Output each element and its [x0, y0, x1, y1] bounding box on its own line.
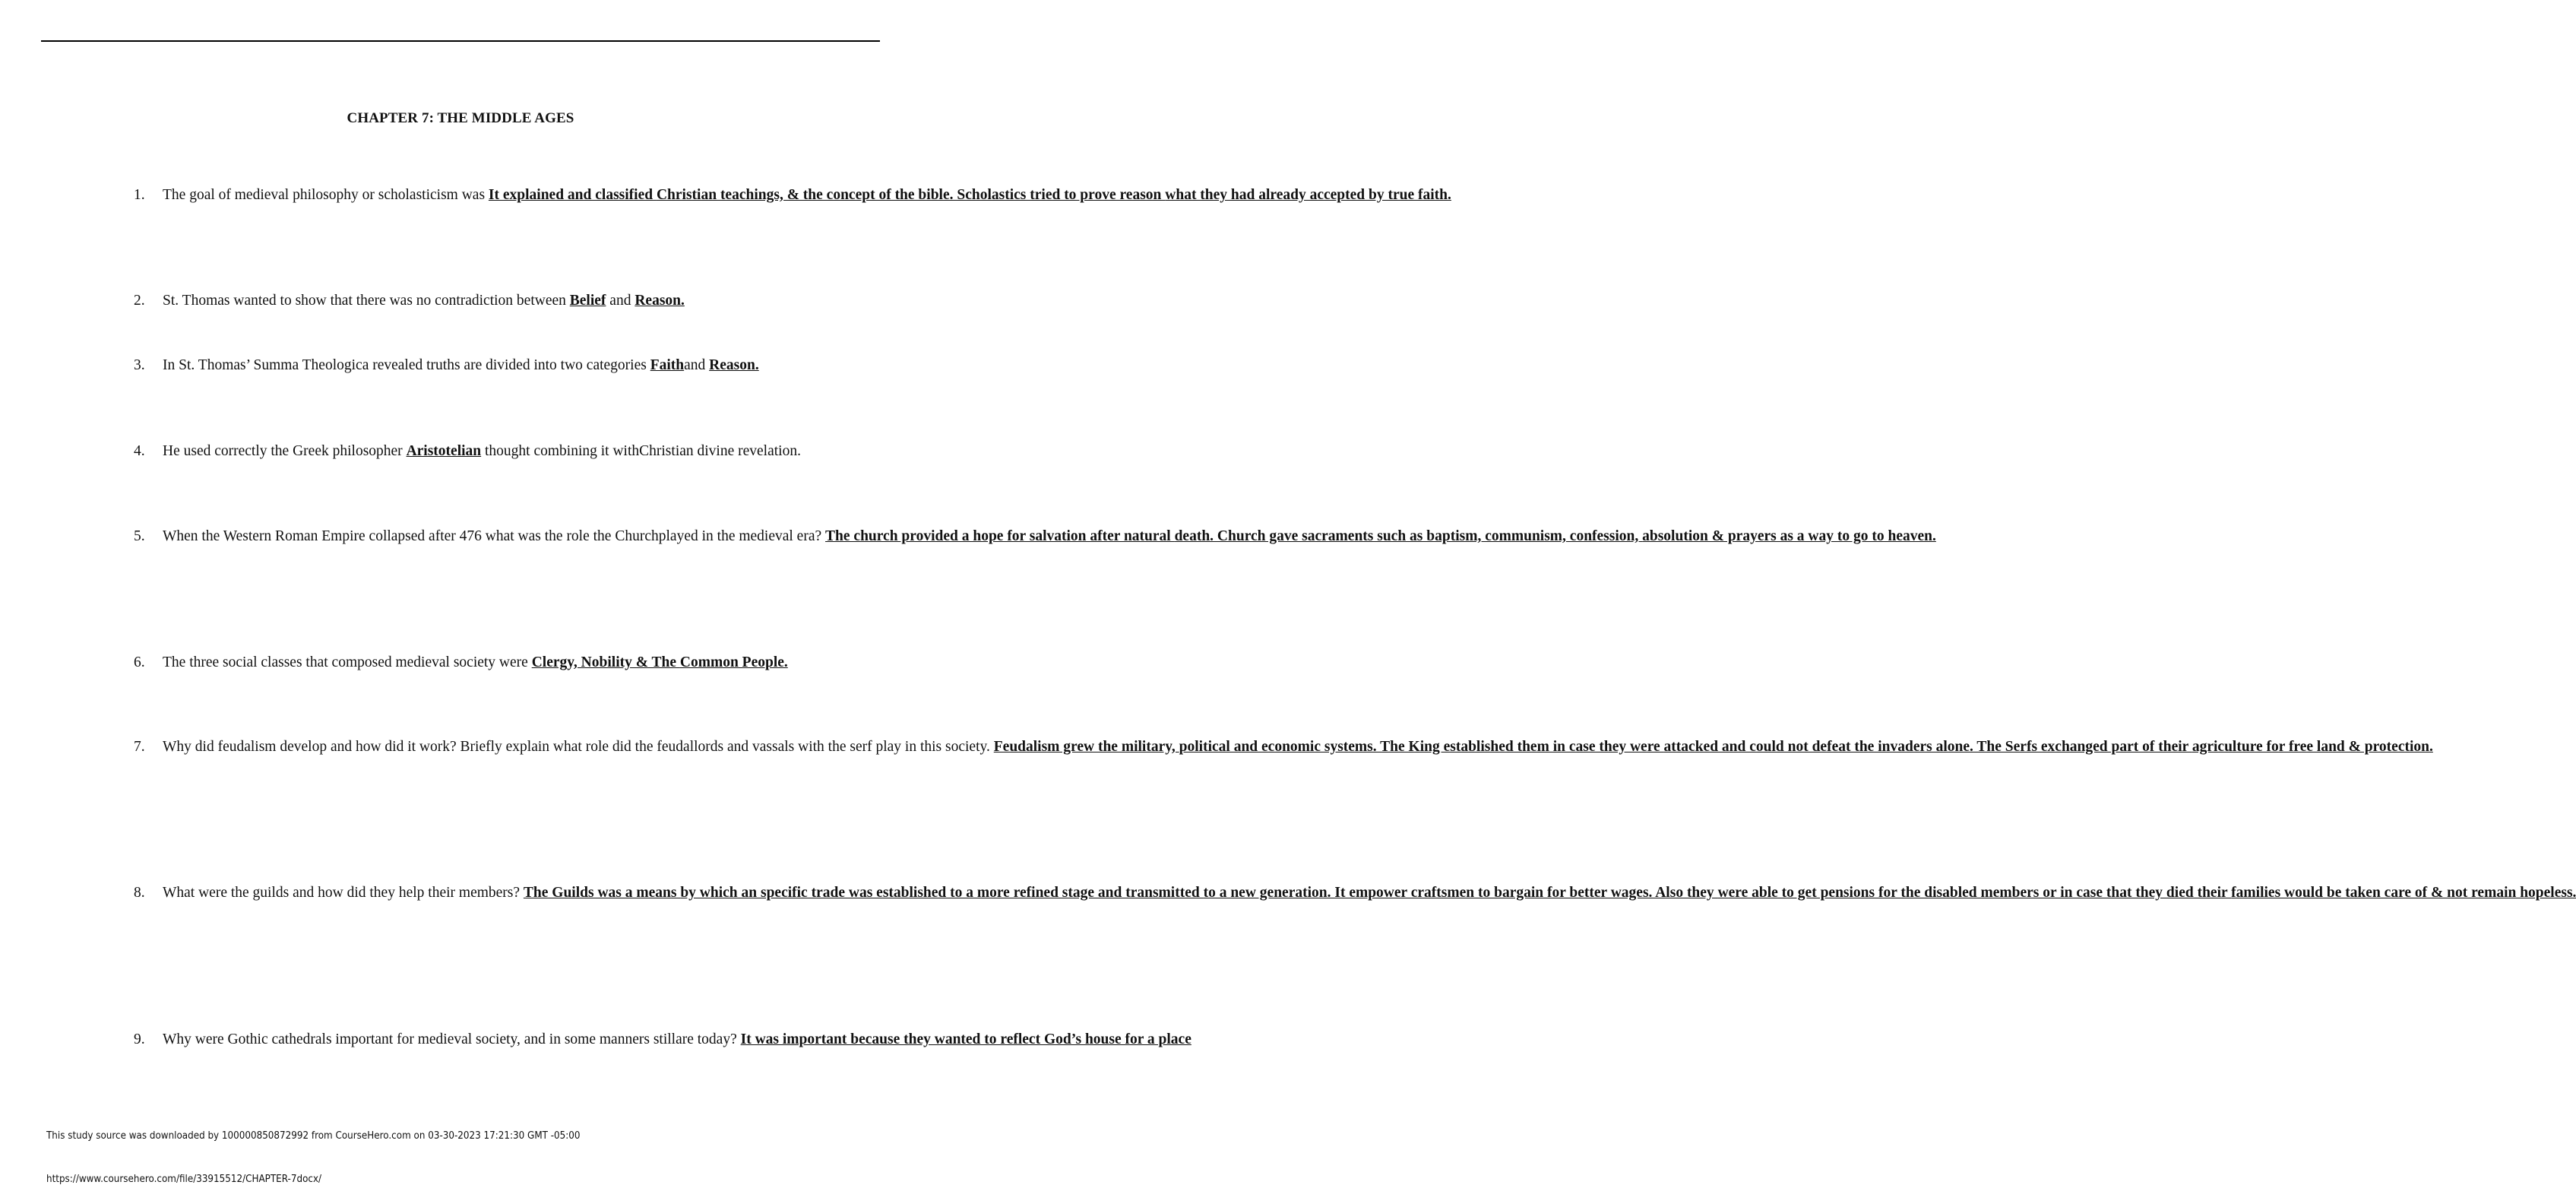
prompt-text: What were the guilds and how did they help their members? — [163, 885, 524, 901]
question-line — [163, 528, 659, 544]
question-line — [657, 187, 1165, 203]
question-text — [163, 882, 2576, 903]
answer-text: Common People. — [679, 654, 788, 670]
answer-text: Christian teachings, & the concept of the bible. Scholastics tried to prove reason — [656, 187, 1166, 203]
answer-text: death. Church gave sacraments such as baptism, communism, confession, — [1174, 528, 1643, 544]
answer-text: attacked and could not defeat the invaders alone. The Serfs exchanged part of their — [1663, 739, 2192, 755]
question-line — [163, 739, 694, 755]
answer-text: to a new generation. It empower craftsmen to bargain for better wages. Also they — [1203, 885, 1718, 901]
prompt-text: and — [684, 357, 710, 373]
question-line — [2192, 739, 2433, 755]
question-line — [163, 443, 639, 459]
question-line — [639, 443, 801, 459]
question-line — [1718, 885, 2232, 901]
answer-text: Reason. — [709, 357, 759, 373]
answer-text: what they had already accepted by true faith. — [1165, 187, 1451, 203]
prompt-text: Why were Gothic cathedrals important for medieval society, and in some manners still — [163, 1031, 676, 1047]
question-number: 6. — [134, 654, 145, 670]
answer-text: political and economic systems. The King established them in case they were — [1179, 739, 1664, 755]
question-line — [684, 357, 759, 373]
answer-text: Reason. — [635, 293, 685, 309]
question-line — [680, 885, 1203, 901]
source-url[interactable]: https://www.coursehero.com/file/33915512/CHAPTER-7docx/ — [46, 1174, 322, 1185]
question-line — [163, 357, 684, 373]
question-number: 1. — [134, 187, 145, 203]
header-rule — [41, 40, 880, 42]
answer-text: It explained and classified — [488, 187, 657, 203]
answer-text: It was important because they wanted to reflect God’s house for a place — [740, 1031, 1191, 1047]
answer-text: Clergy, Nobility & The — [531, 654, 680, 670]
question-line — [1204, 885, 1718, 901]
question-line — [1642, 528, 1936, 544]
question-number: 8. — [134, 885, 145, 901]
download-notice: This study source was downloaded by 100000850872992 from CourseHero.com on 03-30-2023 17:21:30 GMT -05:00 — [46, 1130, 581, 1142]
question-line — [163, 187, 657, 203]
answer-text: Belief — [569, 293, 606, 309]
prompt-text: are today? — [676, 1031, 741, 1047]
prompt-text: played in the medieval era? — [658, 528, 826, 544]
prompt-text: thought combining it with — [481, 443, 640, 459]
answer-text: Aristotelian — [406, 443, 482, 459]
question-number: 2. — [134, 293, 145, 309]
prompt-text: Why did feudalism develop and how did it work? Briefly explain what role did the feudal — [163, 739, 695, 755]
question-line — [2231, 885, 2576, 901]
answer-text: Faith — [650, 357, 685, 373]
answer-text: were able to get pensions for the disabled members or in case that they died their — [1717, 885, 2232, 901]
prompt-text: He used correctly the Greek philosopher — [163, 443, 407, 459]
question-line — [163, 654, 680, 670]
question-text — [163, 185, 1451, 205]
answer-text: absolution & prayers as a way to go to heaven. — [1642, 528, 1936, 544]
prompt-text: and — [606, 293, 635, 309]
question-line — [1165, 187, 1451, 203]
question-text — [163, 355, 763, 375]
question-number: 7. — [134, 739, 145, 755]
question-text — [163, 652, 788, 673]
question-line — [163, 885, 680, 901]
answer-text: by which an specific trade was established to a more refined stage and transmitted — [680, 885, 1204, 901]
prompt-text: St. Thomas wanted to show that there was no contradiction between — [163, 293, 570, 309]
prompt-text: In St. Thomas’ Summa Theologica revealed truths are divided into two categories — [163, 357, 650, 373]
question-number: 4. — [134, 443, 145, 459]
answer-text: Feudalism grew the military, — [993, 739, 1179, 755]
answer-text: The Guilds was a means — [523, 885, 681, 901]
question-line — [1175, 528, 1643, 544]
question-line — [163, 1031, 676, 1047]
prompt-text: Christian divine revelation. — [639, 443, 801, 459]
prompt-text: When the Western Roman Empire collapsed after 476 what was the role the Church — [163, 528, 659, 544]
question-line — [163, 293, 685, 309]
document-title: CHAPTER 7: THE MIDDLE AGES — [347, 110, 574, 126]
prompt-text: The three social classes that composed medieval society were — [163, 654, 532, 670]
question-text — [163, 737, 2433, 757]
prompt-text: lords and vassals with the serf play in this society. — [694, 739, 994, 755]
question-text — [163, 1029, 1191, 1050]
question-line — [680, 654, 788, 670]
question-line — [1664, 739, 2192, 755]
question-line — [694, 739, 1179, 755]
question-text — [163, 441, 801, 461]
question-line — [659, 528, 1175, 544]
question-number: 9. — [134, 1031, 145, 1047]
question-line — [1179, 739, 1664, 755]
answer-text: The church provided a hope for salvation after natural — [825, 528, 1175, 544]
question-text — [163, 290, 763, 311]
question-line — [676, 1031, 1191, 1047]
question-number: 3. — [134, 357, 145, 373]
question-number: 5. — [134, 528, 145, 544]
question-text — [163, 526, 1936, 547]
answer-text: families would be taken care of & not remain hopeless. — [2231, 885, 2576, 901]
prompt-text: The goal of medieval philosophy or scholasticism was — [163, 187, 489, 203]
answer-text: agriculture for free land & protection. — [2191, 739, 2433, 755]
